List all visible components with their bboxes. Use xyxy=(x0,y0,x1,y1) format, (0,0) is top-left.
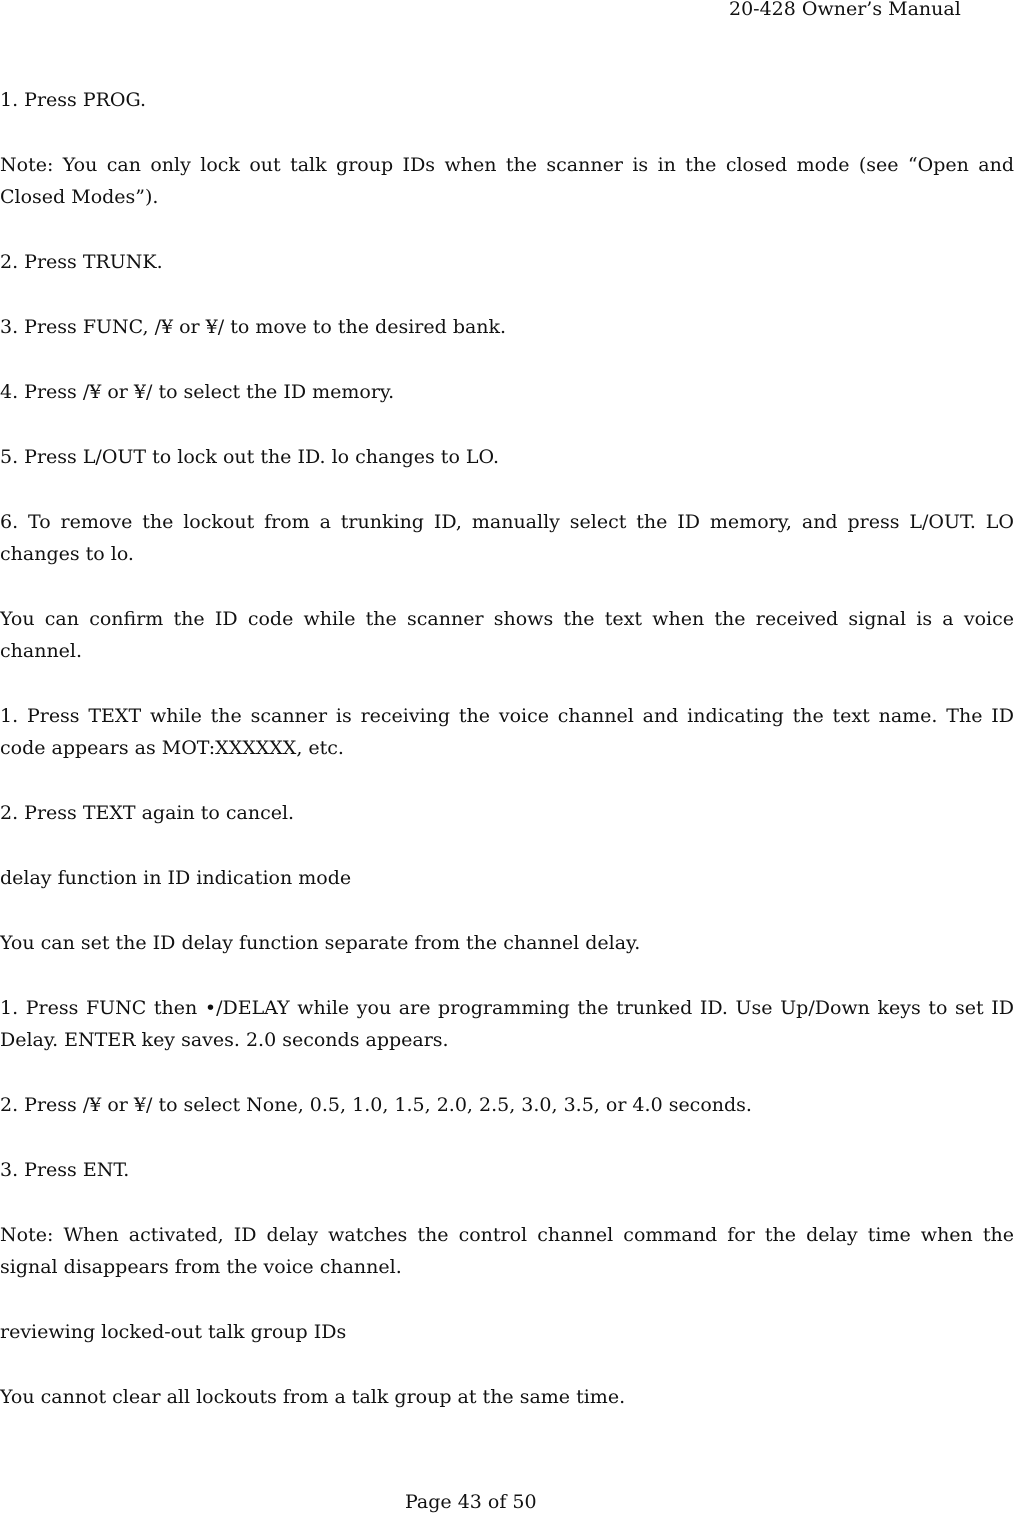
step-press-prog: 1. Press PROG. xyxy=(0,89,147,111)
step-press-trunk: 2. Press TRUNK. xyxy=(0,251,163,273)
step-select-delay-value: 2. Press /¥ or ¥/ to select None, 0.5, 1.0, 1.5, 2.0, 2.5, 3.0, 3.5, or 4.0 seconds. xyxy=(0,1094,752,1116)
document-body xyxy=(0,84,1014,1446)
page-header: 20-428 Owner’s Manual xyxy=(729,0,961,20)
note-id-delay: Note: When activated, ID delay watches the control channel command for the delay time when the signal disappears from the voice channel. xyxy=(0,1224,1014,1278)
section-heading-reviewing: reviewing locked-out talk group IDs xyxy=(0,1321,347,1343)
reviewing-intro-text: You cannot clear all lockouts from a talk group at the same time. xyxy=(0,1386,626,1408)
step-press-func-delay: 1. Press FUNC then •/DELAY while you are programming the trunked ID. Use Up/Down keys to set ID Delay. ENTER key saves. 2.0 seconds appears. xyxy=(0,997,1014,1051)
delay-intro-text: You can set the ID delay function separate from the channel delay. xyxy=(0,932,641,954)
page-number: Page 43 of 50 xyxy=(405,1491,537,1513)
confirm-id-code-text: You can confirm the ID code while the scanner shows the text when the received signal is a voice channel. xyxy=(0,608,1014,662)
step-cancel-text: 2. Press TEXT again to cancel. xyxy=(0,802,295,824)
step-select-bank: 3. Press FUNC, /¥ or ¥/ to move to the desired bank. xyxy=(0,316,507,338)
step-remove-lockout: 6. To remove the lockout from a trunking ID, manually select the ID memory, and press L/OUT. LO changes to lo. xyxy=(0,511,1014,565)
step-press-ent: 3. Press ENT. xyxy=(0,1159,130,1181)
step-lock-out-id: 5. Press L/OUT to lock out the ID. lo changes to LO. xyxy=(0,446,500,468)
section-heading-delay: delay function in ID indication mode xyxy=(0,867,352,889)
step-select-id-memory: 4. Press /¥ or ¥/ to select the ID memory. xyxy=(0,381,395,403)
step-press-text: 1. Press TEXT while the scanner is receiving the voice channel and indicating the text name. The ID code appears as MOT:XXXXXX, etc. xyxy=(0,705,1014,759)
note-closed-mode: Note: You can only lock out talk group IDs when the scanner is in the closed mode (see “Open and Closed Modes”). xyxy=(0,154,1014,208)
